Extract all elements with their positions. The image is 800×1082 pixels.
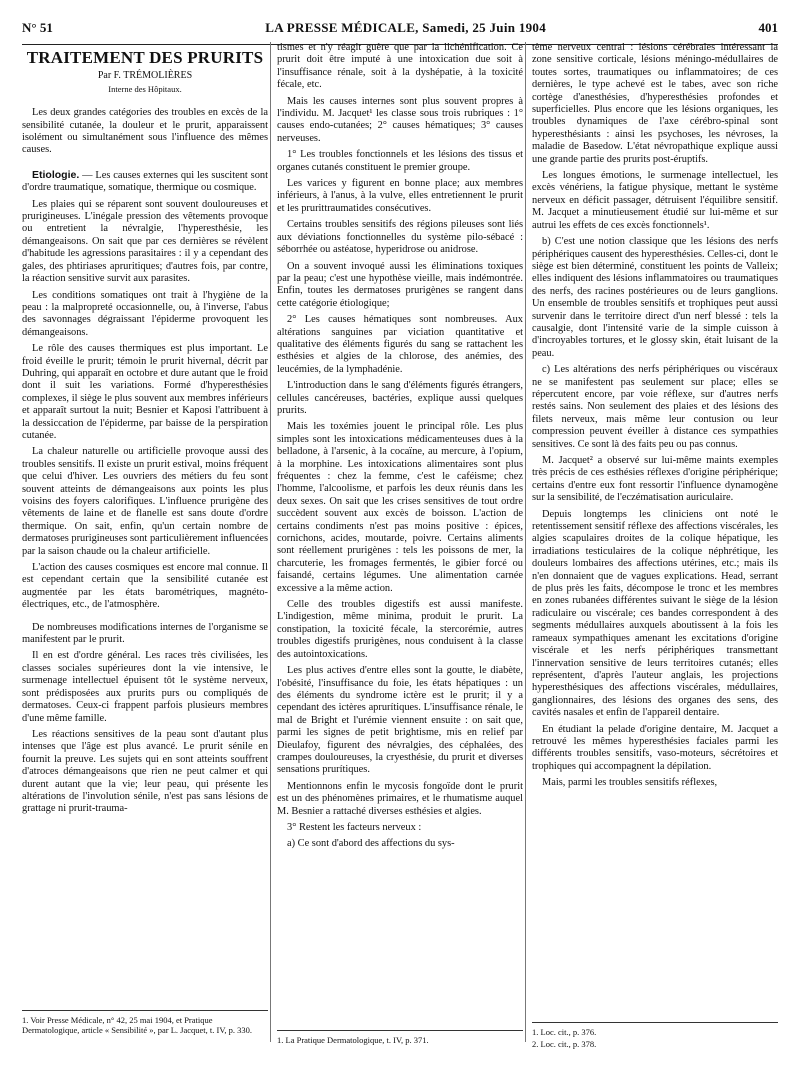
footnote: 1. La Pratique Dermatologique, t. IV, p. 371.	[277, 1035, 429, 1045]
column-divider	[270, 42, 271, 1042]
journal-title: LA PRESSE MÉDICALE, Samedi, 25 Juin 1904	[265, 20, 547, 35]
column-3	[532, 42, 778, 794]
paragraph: Les plaies qui se réparent sont souvent douloureuses et prurigineuses. L'inégale pression des vêtements provoque ou entretient la névralgie, l'hyperesthésie, les démangeaisons. On sait que par ces dernières se révèlent d'habitude les agressions parasitaires : il y a cependant des gales, des phtiriases apruritiques; d'autres fois, par contre, la réaction sensitive survit aux parasites.	[22, 198, 268, 285]
footnote: 2. Loc. cit., p. 378.	[532, 1039, 597, 1049]
paragraph: Certains troubles sensitifs des régions pileuses sont liés aux déviations fonctionnelles du système pilo-sébacé : séborrhée ou astéatose, hyperidrose ou anidrose.	[277, 219, 523, 256]
paragraph: 1° Les troubles fonctionnels et les lésions des tissus et organes cutanés constituent le premier groupe.	[277, 149, 523, 173]
paragraph: 2° Les causes hématiques sont nombreuses. Aux altérations sanguines par viciation quantitative et qualitative des éléments figurés du sang se rattachent les esthésies et algies de la chlorose, des anémies, des leucémies, de la lymphadénie.	[277, 314, 523, 375]
paragraph: a) Ce sont d'abord des affections du sys-	[287, 838, 455, 850]
paragraph: Il en est d'ordre général. Les races très civilisées, les classes sociales supérieures dont la vie intensive, le surmenage intellectuel épuisent tôt le système nerveux, sont prédisposées aux prurits purs ou compliqués de dermatoses. Ceux-ci frappent parfois plusieurs membres d'une même famille.	[22, 650, 268, 724]
paragraph: tismes et n'y réagit guère que par la lichénification. Ce prurit doit être imputé à une intoxication due soit à l'insuffisance rénale, soit à la dyshépatie, à la toxicité fécale, etc.	[277, 42, 523, 91]
footnote: 1. Loc. cit., p. 376.	[532, 1027, 597, 1037]
column-1	[22, 48, 268, 820]
footnote-block	[22, 1010, 268, 1037]
paragraph: Les varices y figurent en bonne place; aux membres inférieurs, à l'anus, à la vulve, elles entretiennent le prurit et les prurittraumatides consécutives.	[277, 178, 523, 214]
issue-number: N° 51	[22, 20, 53, 35]
paragraph: Etiologie. — Les causes externes qui les suscitent sont d'ordre traumatique, somatique, thermique ou cosmique.	[22, 168, 268, 194]
paragraph: L'action des causes cosmiques est encore mal connue. Il est cependant certain que la sensibilité cutanée est augmentée par les états barométriques, magnéto-électriques, etc., de l'atmosphère.	[22, 562, 268, 611]
section-heading: Etiologie.	[32, 168, 80, 181]
paragraph: Les conditions somatiques ont trait à l'hygiène de la peau : la malpropreté occasionnelle, ou, à l'inverse, l'abus des savonnages dégraissant l'épiderme provoquent les démangeaisons.	[22, 289, 268, 338]
footnote-block	[532, 1022, 778, 1051]
paragraph: Les longues émotions, le surmenage intellectuel, les excès vénériens, la fatigue physique, mettant le système nerveux en déficit passager, détruisent l'équilibre sensitif. M. Jacquet a minutieusement étudié sur lui-même et sur autrui les effets de ces excès fonctionnels¹.	[532, 170, 778, 231]
paragraph: Celle des troubles digestifs est aussi manifeste. L'indigestion, même minima, produit le prurit. La constipation, la toxicité fécale, la stercorémie, autres troubles digestifs prurigènes, nous conduisent à la classe des autointoxications.	[277, 599, 523, 660]
paragraph: Mais les toxémies jouent le principal rôle. Les plus simples sont les intoxications médicamenteuses dues à la belladone, à l'arsenic, à la cocaïne, au mercure, à l'opium, à la morphine. Les intoxications alimentaires sont plus fréquentes : chez la femme, c'est le caféisme; chez l'homme, l'alcoolisme, et parfois les deux réunis dans les deux sexes. On sait que les crises sensitives de tout ordre succèdent souvent aux excès de boisson. L'action de certains condiments n'est pas moins positive : épices, cornichons, acides, moutarde, poivre. Certains aliments sont réellement prurigènes : tels les poissons de mer, la charcuterie, les fromages fermentés, le gibier forcé ou faisandé, certains légumes. Une alimentation carnée excessive a la même action.	[277, 421, 523, 594]
footnote-block	[277, 1030, 523, 1047]
paragraph: L'introduction dans le sang d'éléments figurés étrangers, cellules cancéreuses, bactéries, explique aussi quelques prurits.	[277, 380, 523, 416]
paragraph: Mais, parmi les troubles sensitifs réflexes,	[542, 777, 718, 789]
paragraph: Mais les causes internes sont plus souvent propres à l'individu. M. Jacquet¹ les classe sous trois rubriques : 1° causes endo-cutanées; 2° causes hématiques; 3° causes nerveuses.	[277, 95, 523, 144]
paragraph: Depuis longtemps les cliniciens ont noté le retentissement sensitif réflexe des affections viscérales, les algies scapulaires droites de la colique hépatique, les irradiations testiculaires de la colique néphrétique, les douleurs lombaires des affections utérines, etc.; mais ils n'en donnaient que de vagues explications. Head, serrant de plus près les faits, décompose le tronc et les membres en zones rubanées différentes suivant le siège de la lésion radiculaire ou viscérale; ces bandes correspondent à des segments médullaires auxquels aboutissent à la fois les rameaux sympathiques amenant les excitations d'origine viscérale et les nerfs périphériques transmettant l'innervation sensitive de leurs territoires cutanés; elles représentent, d'après l'auteur anglais, les projections hyperesthésiques des affections viscérales, médullaires, ganglionnaires, des lésions des organes des sens, des cavités nasales et enfin de l'appareil dentaire.	[532, 508, 778, 719]
paragraph: c) Les altérations des nerfs périphériques ou viscéraux ne se manifestent pas seulement sur place; elles se répercutent encore, par voie réflexe, sur d'autres nerfs restés sains. Non seulement des plaies et des lésions des filets nerveux, mais même leur contusion ou leur compression peuvent éveiller à distance ces sympathies sensitives. Ce sont là des faits peu ou pas connus.	[532, 364, 778, 450]
paragraph: Les plus actives d'entre elles sont la goutte, le diabète, l'obésité, l'insuffisance du foie, les états hépatiques : un des éléments du syndrome ictère est le prurit; il y a cependant des ictères aprurítiques. L'insuffisance rénale, le mal de Bright et l'urémie viennent ensuite : on sait que, parmi les signes de petit brightisme, mis en relief par Dieulafoy, figurent des névralgies, des céphalées, des crampes douloureuses, la cryesthésie, du prurit et diverses sensations prurítiques.	[277, 665, 523, 776]
paragraph: Les réactions sensitives de la peau sont d'autant plus intenses que l'âge est plus avancé. Le prurit sénile en fournit la preuve. Les sujets qui en sont atteints souffrent d'atroces démangeaisons que rien ne peut calmer et qui durent autant que la vie; leur peau, qui présente les altérations de l'involution sénile, n'est pas sans lésions de grattage ni prurit-trauma-	[22, 728, 268, 815]
paragraph: tème nerveux central : lésions cérébrales intéressant la zone sensitive corticale, lésions méningo-médullaires de toutes sortes, traumatiques ou inflammatoires; de ces dernières, le type achevé est le tabes, avec son riche cortège d'anesthésies, d'hyperesthésies profondes et superficielles. Plus encore que les lésions organiques, les troubles dynamiques de l'axe cérébro-spinal sont hyperesthésiants : ainsi les psychoses, les névroses, la maladie de Basedow. L'état névropathique explique aussi une grande partie des prurits post-éruptifs.	[532, 42, 778, 165]
paragraph: On a souvent invoqué aussi les éliminations toxiques par la peau; c'est une hypothèse vieille, mais indémontrée. Enfin, toutes les dermatoses prurigènes se rangent dans cette catégorie étiologique;	[277, 260, 523, 309]
paragraph: De nombreuses modifications internes de l'organisme se manifestent par le prurit.	[22, 621, 268, 646]
page-header	[22, 16, 778, 45]
paragraph: 3° Restent les facteurs nerveux :	[287, 821, 422, 833]
paragraph: En étudiant la pelade d'origine dentaire, M. Jacquet a retrouvé les mêmes hyperesthésies faciales parmi les différents troubles sensitifs, vaso-moteurs, sécrétoires et trophiques qui accompagnent la dépilation.	[532, 723, 778, 772]
paragraph: M. Jacquet² a observé sur lui-même maints exemples très précis de ces esthésies réflexes d'origine périphérique; certains d'entre eux font ressortir l'influence dynamogène sur la sensibilité, de l'eczématisation auriculaire.	[532, 455, 778, 504]
paragraph: Mentionnons enfin le mycosis fongoïde dont le prurit est un des phénomènes primaires, et le rhumatisme auquel M. Besnier a rattaché diverses esthésies et algies.	[277, 780, 523, 817]
column-divider	[525, 42, 526, 1042]
author-role: Interne des Hôpitaux.	[108, 83, 182, 94]
paragraph: Le rôle des causes thermiques est plus important. Le froid éveille le prurit; témoin le prurit hivernal, décrit par Duhring, qui apparaît en octobre et dure autant que le froid dont il suit les variations. Formé d'hyperesthésies complexes, il siège le plus souvent aux membres inférieurs et apparaît surtout la nuit; Besnier et Kaposi l'attribuent à la dessiccation de l'épiderme, par baisse de la perspiration cutanée.	[22, 343, 268, 441]
article-title: TRAITEMENT DES PRURITS	[26, 48, 264, 67]
footnote: 1. Voir Presse Médicale, n° 42, 25 mai 1904, et Pratique Dermatologique, article « Sensibilité », par L. Jacquet, t. IV, p. 330.	[22, 1015, 252, 1035]
paragraph: La chaleur naturelle ou artificielle provoque aussi des troubles sensitifs. Il existe un prurit estival, moins fréquent que celui d'hiver. Les ouvriers des métiers du feu sont souvent atteints de démangeaisons aux points les plus voisins des foyers calorifiques. L'influence prurigène des vêtements de laine et de flanelle est sans doute d'ordre thermique. On sait, enfin, qu'un certain nombre de dermatoses prurigineuses sont particulièrement influencées par la saison chaude ou la chaleur artificielle.	[22, 446, 268, 557]
intro-paragraph: Les deux grandes catégories des troubles en excès de la sensibilité cutanée, la douleur et le prurit, apparaissent isolément ou simultanément sous l'influence des mêmes causes.	[22, 107, 268, 156]
column-2	[277, 42, 523, 855]
paragraph: b) C'est une notion classique que les lésions des nerfs périphériques causent des hyperesthésies. Celles-ci, dont le siège est bien déterminé, constituent les points de Valleix; elles indiquent des lésions inflammatoires ou traumatiques des nerfs, des racines postérieures ou de leurs ganglions. Un ensemble de troubles sensitifs et trophiques peut aussi survenir dans le territoire direct d'un nerf blessé : tels la causalgie, dont l'intensité varie de la simple cuisson à d'incroyables tortures, et le glossy skin, était luisant de la peau.	[532, 236, 778, 359]
author: Par F. TRÉMOLIÈRES	[97, 70, 193, 82]
page-number: 401	[758, 20, 778, 35]
